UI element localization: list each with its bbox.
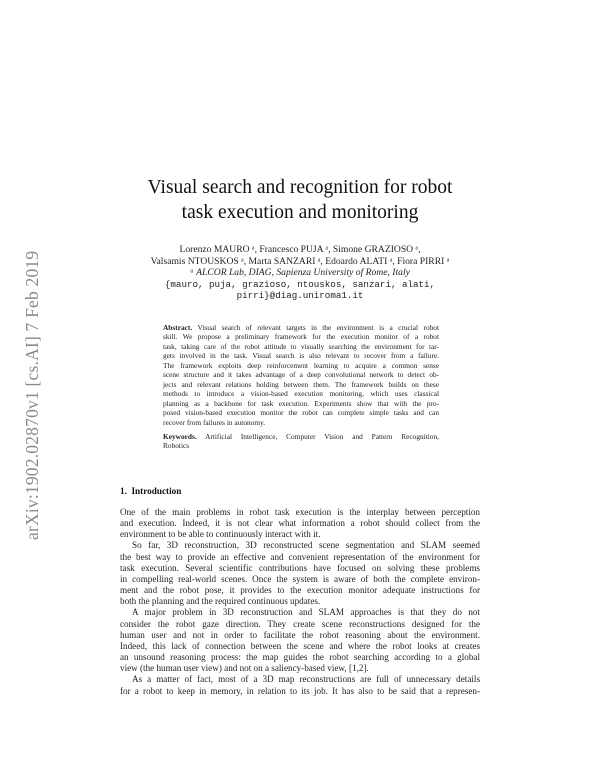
body-line: Indeed, this lack of connection between the scene and where the robot looks at creates	[120, 640, 480, 651]
abstract-body	[163, 323, 439, 427]
abstract-line	[163, 418, 439, 427]
keywords-line-1	[163, 432, 439, 441]
abstract-line-text: gets involved in the task. Visual search is also relevant to recover from a failure.	[163, 351, 439, 361]
abstract-line-text: task, taking care of the robot attitude to visually searching the environment for tar-	[163, 341, 439, 351]
body-line: ment and the robot pose, it provides to the execution monitor adequate instructions for	[120, 585, 480, 596]
abstract-line	[163, 351, 439, 360]
body-line: As a matter of fact, most of a 3D map reconstructions are full of unnecessary details	[132, 674, 480, 685]
abstract-line	[163, 389, 439, 398]
body-line: environment to be able to continuously interact with it.	[120, 529, 321, 540]
section-title: Introduction	[131, 486, 182, 496]
abstract-line-text: scene structure and it takes advantage of a deep convolutional network to detect ob-	[163, 370, 439, 380]
body-line: and execution. Indeed, it is not clear what information a robot should collect from the	[120, 518, 480, 529]
keywords-text-1: Artificial Intelligence, Computer Vision and Pattern Recognition,	[205, 431, 439, 441]
abstract-line-text: methods to introduce a vision-based execution monitoring, which uses classical	[163, 389, 439, 399]
abstract-label: Abstract.	[163, 323, 193, 332]
body-line: for a robot to keep in memory, in relation to its job. It has also to be said that a represen-	[120, 685, 480, 696]
body-line: in compelling real-world scenes. Once the system is aware of both the complete environ-	[120, 573, 480, 584]
abstract-line-text: posed vision-based execution monitor the robot can complete simple tasks and can	[163, 408, 439, 418]
arxiv-identifier-stamp: arXiv:1902.02870v1 [cs.AI] 7 Feb 2019	[22, 250, 42, 540]
authors-line-2: Valsamis NTOUSKOS ᵃ, Marta SANZARI ᵃ, Edoardo ALATI ᵃ, Fiora PIRRI ᵃ	[150, 255, 450, 267]
abstract-line	[163, 380, 439, 389]
abstract-line	[163, 332, 439, 341]
abstract-line-text: Visual search of relevant targets in the environment is a crucial robot	[197, 323, 439, 332]
abstract-line	[163, 370, 439, 379]
abstract-line-text: planning as a backbone for task execution. Experiments show that with the pro-	[163, 398, 439, 408]
section-number: 1.	[120, 486, 127, 496]
keywords-line-2: Robotics	[163, 441, 190, 451]
keywords-label: Keywords.	[163, 431, 197, 441]
emails-line-1: {mauro, puja, grazioso, ntouskos, sanzari, alati,	[164, 278, 436, 290]
abstract-line	[163, 408, 439, 417]
body-line: task execution. Several scientific contributions have focused on solving these problems	[120, 562, 480, 573]
body-line: One of the main problems in robot task execution is the interplay between perception	[120, 507, 480, 517]
body-line: view (the human user view) and not on a saliency-based view, [1,2].	[120, 663, 369, 674]
introduction-body	[120, 507, 480, 697]
abstract	[163, 323, 439, 451]
body-line: So far, 3D reconstruction, 3D reconstructed scene segmentation and SLAM seemed	[132, 540, 480, 551]
section-heading	[120, 486, 181, 496]
abstract-line-text: jects and relevant relations holding between them. The framework builds on these	[163, 379, 439, 389]
abstract-line	[163, 342, 439, 351]
authors-line-1: Lorenzo MAURO ᵃ, Francesco PUJA ᵃ, Simone GRAZIOSO ᵃ,	[179, 244, 421, 255]
body-line: human user and not in order to facilitate the robot reasoning about the environment.	[120, 629, 480, 640]
emails-line-2: pirri}@diag.uniroma1.it	[236, 290, 364, 302]
abstract-line	[163, 361, 439, 370]
abstract-line-text: The framework exploits deep reinforcement learning to acquire a common sense	[163, 360, 439, 370]
paper-title	[90, 175, 510, 225]
abstract-line	[163, 399, 439, 408]
title-line-2: task execution and monitoring	[181, 202, 419, 223]
abstract-line	[163, 323, 439, 332]
author-block	[110, 244, 490, 302]
body-line: consider the robot gaze direction. They create scene reconstructions designed for the	[120, 618, 480, 629]
body-line: A major problem in 3D reconstruction and SLAM approaches is that they do not	[132, 607, 480, 618]
body-line: the best way to provide an effective and convenient representation of the environment for	[120, 551, 480, 562]
abstract-line-text: skill. We propose a preliminary framework for the execution monitor of a robot	[163, 332, 439, 342]
body-line: an unsound reasoning process: the map guides the robot searching according to a global	[120, 652, 480, 663]
title-line-1: Visual search and recognition for robot	[147, 177, 453, 198]
keywords	[163, 432, 439, 451]
body-line: both the planning and the required continuous updates.	[120, 596, 321, 607]
affiliation: ᵃ ALCOR Lab, DIAG, Sapienza University of Rome, Italy	[190, 267, 410, 279]
abstract-line-text: recover from failures in autonomy.	[163, 417, 266, 427]
